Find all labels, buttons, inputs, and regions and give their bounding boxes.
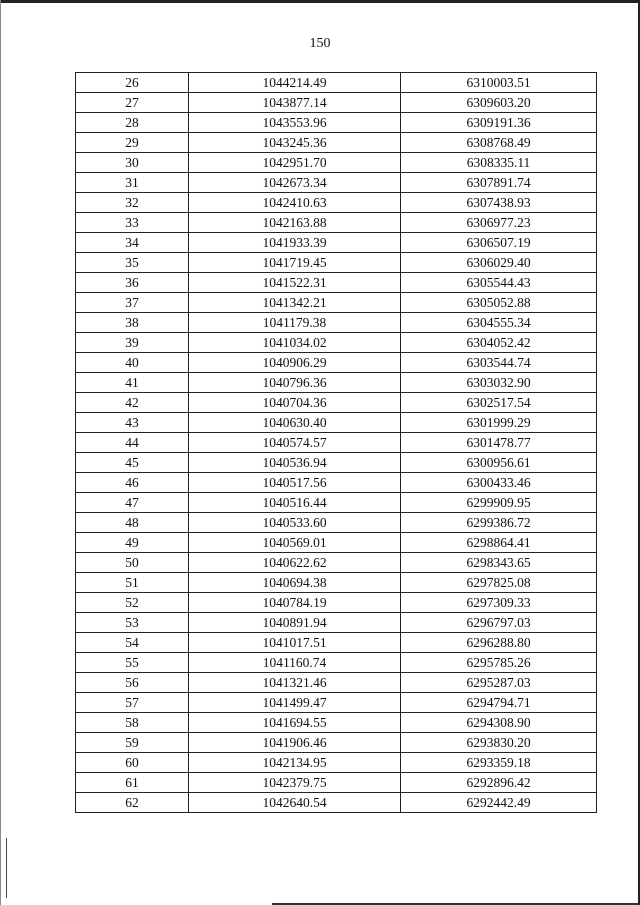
point-number-cell: 46	[76, 473, 189, 493]
table-row	[76, 713, 597, 733]
y-coordinate-cell: 6297309.33	[401, 593, 597, 613]
table-row	[76, 73, 597, 93]
point-number-cell: 57	[76, 693, 189, 713]
table-row	[76, 553, 597, 573]
y-coordinate-cell: 6301478.77	[401, 433, 597, 453]
table-row	[76, 793, 597, 813]
x-coordinate-cell: 1042163.88	[189, 213, 401, 233]
x-coordinate-cell: 1040533.60	[189, 513, 401, 533]
y-coordinate-cell: 6299386.72	[401, 513, 597, 533]
point-number-cell: 38	[76, 313, 189, 333]
x-coordinate-cell: 1040569.01	[189, 533, 401, 553]
table-row	[76, 593, 597, 613]
page-number: 150	[309, 36, 331, 51]
y-coordinate-cell: 6306507.19	[401, 233, 597, 253]
x-coordinate-cell: 1040517.56	[189, 473, 401, 493]
y-coordinate-cell: 6294308.90	[401, 713, 597, 733]
table-row	[76, 333, 597, 353]
x-coordinate-cell: 1041522.31	[189, 273, 401, 293]
x-coordinate-cell: 1041017.51	[189, 633, 401, 653]
point-number-cell: 59	[76, 733, 189, 753]
scan-edge-top	[0, 0, 640, 3]
y-coordinate-cell: 6304052.42	[401, 333, 597, 353]
x-coordinate-cell: 1042640.54	[189, 793, 401, 813]
point-number-cell: 45	[76, 453, 189, 473]
y-coordinate-cell: 6295287.03	[401, 673, 597, 693]
point-number-cell: 52	[76, 593, 189, 613]
x-coordinate-cell: 1040784.19	[189, 593, 401, 613]
y-coordinate-cell: 6292896.42	[401, 773, 597, 793]
y-coordinate-cell: 6303032.90	[401, 373, 597, 393]
table-row	[76, 453, 597, 473]
x-coordinate-cell: 1040704.36	[189, 393, 401, 413]
table-row	[76, 193, 597, 213]
x-coordinate-cell: 1041160.74	[189, 653, 401, 673]
coordinates-table-body	[76, 73, 597, 813]
point-number-cell: 34	[76, 233, 189, 253]
x-coordinate-cell: 1043245.36	[189, 133, 401, 153]
table-row	[76, 433, 597, 453]
point-number-cell: 56	[76, 673, 189, 693]
point-number-cell: 39	[76, 333, 189, 353]
point-number-cell: 33	[76, 213, 189, 233]
y-coordinate-cell: 6296797.03	[401, 613, 597, 633]
y-coordinate-cell: 6307438.93	[401, 193, 597, 213]
x-coordinate-cell: 1042951.70	[189, 153, 401, 173]
x-coordinate-cell: 1040536.94	[189, 453, 401, 473]
table-row	[76, 313, 597, 333]
y-coordinate-cell: 6292442.49	[401, 793, 597, 813]
point-number-cell: 62	[76, 793, 189, 813]
x-coordinate-cell: 1040891.94	[189, 613, 401, 633]
x-coordinate-cell: 1041933.39	[189, 233, 401, 253]
point-number-cell: 30	[76, 153, 189, 173]
y-coordinate-cell: 6300433.46	[401, 473, 597, 493]
y-coordinate-cell: 6297825.08	[401, 573, 597, 593]
table-row	[76, 673, 597, 693]
table-row	[76, 393, 597, 413]
table-row	[76, 133, 597, 153]
table-row	[76, 573, 597, 593]
x-coordinate-cell: 1040906.29	[189, 353, 401, 373]
table-row	[76, 253, 597, 273]
table-row	[76, 493, 597, 513]
y-coordinate-cell: 6303544.74	[401, 353, 597, 373]
x-coordinate-cell: 1043877.14	[189, 93, 401, 113]
point-number-cell: 27	[76, 93, 189, 113]
x-coordinate-cell: 1042134.95	[189, 753, 401, 773]
y-coordinate-cell: 6298343.65	[401, 553, 597, 573]
point-number-cell: 51	[76, 573, 189, 593]
point-number-cell: 47	[76, 493, 189, 513]
table-row	[76, 353, 597, 373]
point-number-cell: 60	[76, 753, 189, 773]
point-number-cell: 42	[76, 393, 189, 413]
point-number-cell: 58	[76, 713, 189, 733]
x-coordinate-cell: 1040694.38	[189, 573, 401, 593]
x-coordinate-cell: 1040574.57	[189, 433, 401, 453]
table-row	[76, 513, 597, 533]
y-coordinate-cell: 6310003.51	[401, 73, 597, 93]
x-coordinate-cell: 1042379.75	[189, 773, 401, 793]
point-number-cell: 28	[76, 113, 189, 133]
scan-edge-left	[0, 0, 1, 905]
x-coordinate-cell: 1041719.45	[189, 253, 401, 273]
x-coordinate-cell: 1041906.46	[189, 733, 401, 753]
x-coordinate-cell: 1041499.47	[189, 693, 401, 713]
table-row	[76, 273, 597, 293]
table-row	[76, 153, 597, 173]
x-coordinate-cell: 1041321.46	[189, 673, 401, 693]
y-coordinate-cell: 6308768.49	[401, 133, 597, 153]
point-number-cell: 32	[76, 193, 189, 213]
point-number-cell: 35	[76, 253, 189, 273]
x-coordinate-cell: 1040622.62	[189, 553, 401, 573]
x-coordinate-cell: 1040796.36	[189, 373, 401, 393]
table-row	[76, 693, 597, 713]
table-row	[76, 633, 597, 653]
x-coordinate-cell: 1041179.38	[189, 313, 401, 333]
point-number-cell: 48	[76, 513, 189, 533]
table-row	[76, 113, 597, 133]
table-row	[76, 233, 597, 253]
point-number-cell: 40	[76, 353, 189, 373]
y-coordinate-cell: 6300956.61	[401, 453, 597, 473]
point-number-cell: 55	[76, 653, 189, 673]
point-number-cell: 31	[76, 173, 189, 193]
x-coordinate-cell: 1042673.34	[189, 173, 401, 193]
table-row	[76, 653, 597, 673]
point-number-cell: 50	[76, 553, 189, 573]
y-coordinate-cell: 6306029.40	[401, 253, 597, 273]
y-coordinate-cell: 6302517.54	[401, 393, 597, 413]
y-coordinate-cell: 6298864.41	[401, 533, 597, 553]
table-row	[76, 413, 597, 433]
y-coordinate-cell: 6293830.20	[401, 733, 597, 753]
y-coordinate-cell: 6305052.88	[401, 293, 597, 313]
y-coordinate-cell: 6308335.11	[401, 153, 597, 173]
y-coordinate-cell: 6299909.95	[401, 493, 597, 513]
x-coordinate-cell: 1041034.02	[189, 333, 401, 353]
point-number-cell: 61	[76, 773, 189, 793]
x-coordinate-cell: 1040630.40	[189, 413, 401, 433]
point-number-cell: 26	[76, 73, 189, 93]
point-number-cell: 37	[76, 293, 189, 313]
point-number-cell: 41	[76, 373, 189, 393]
point-number-cell: 53	[76, 613, 189, 633]
point-number-cell: 43	[76, 413, 189, 433]
y-coordinate-cell: 6305544.43	[401, 273, 597, 293]
table-row	[76, 93, 597, 113]
table-row	[76, 373, 597, 393]
x-coordinate-cell: 1041694.55	[189, 713, 401, 733]
x-coordinate-cell: 1042410.63	[189, 193, 401, 213]
y-coordinate-cell: 6309191.36	[401, 113, 597, 133]
x-coordinate-cell: 1041342.21	[189, 293, 401, 313]
y-coordinate-cell: 6294794.71	[401, 693, 597, 713]
point-number-cell: 36	[76, 273, 189, 293]
table-row	[76, 773, 597, 793]
point-number-cell: 29	[76, 133, 189, 153]
y-coordinate-cell: 6304555.34	[401, 313, 597, 333]
point-number-cell: 49	[76, 533, 189, 553]
table-row	[76, 473, 597, 493]
y-coordinate-cell: 6293359.18	[401, 753, 597, 773]
x-coordinate-cell: 1044214.49	[189, 73, 401, 93]
table-row	[76, 173, 597, 193]
table-row	[76, 733, 597, 753]
y-coordinate-cell: 6307891.74	[401, 173, 597, 193]
scan-mark	[6, 838, 7, 898]
x-coordinate-cell: 1043553.96	[189, 113, 401, 133]
coordinates-table	[75, 72, 597, 813]
y-coordinate-cell: 6306977.23	[401, 213, 597, 233]
x-coordinate-cell: 1040516.44	[189, 493, 401, 513]
y-coordinate-cell: 6309603.20	[401, 93, 597, 113]
table-row	[76, 613, 597, 633]
y-coordinate-cell: 6295785.26	[401, 653, 597, 673]
point-number-cell: 44	[76, 433, 189, 453]
table-row	[76, 293, 597, 313]
y-coordinate-cell: 6296288.80	[401, 633, 597, 653]
table-row	[76, 753, 597, 773]
point-number-cell: 54	[76, 633, 189, 653]
y-coordinate-cell: 6301999.29	[401, 413, 597, 433]
table-row	[76, 533, 597, 553]
table-row	[76, 213, 597, 233]
